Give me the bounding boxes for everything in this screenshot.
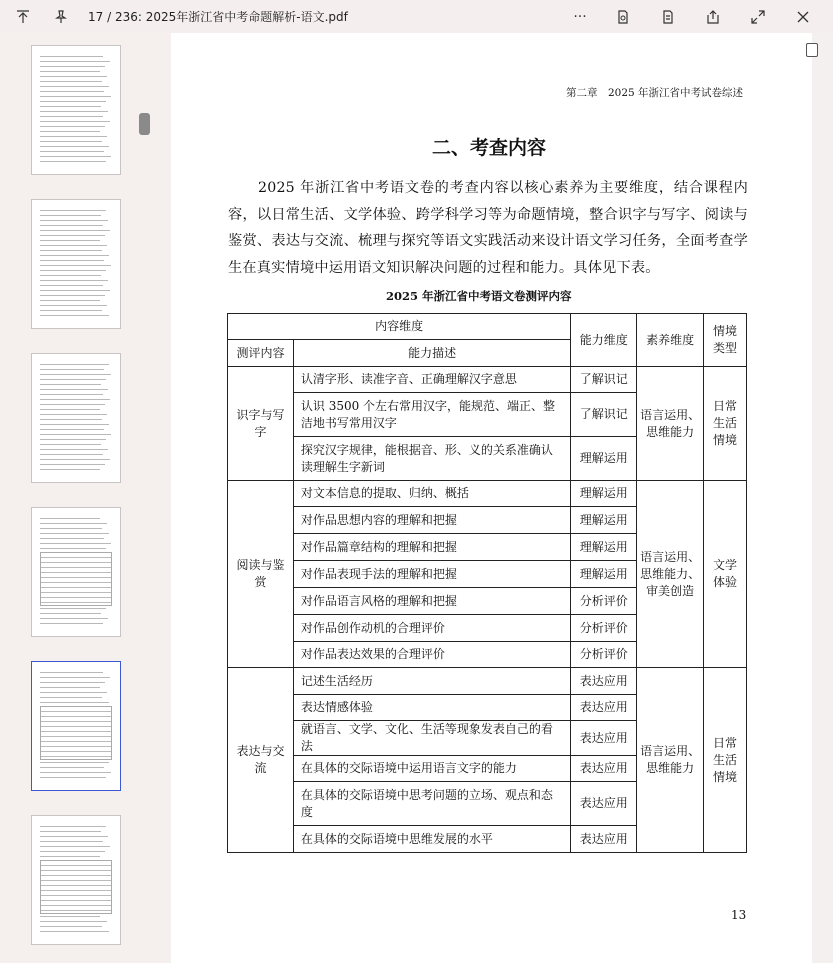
thumbnail-text-line: [40, 369, 104, 370]
literacy-dim-cell: 语言运用、思维能力: [637, 668, 704, 853]
thumbnail-text-line: [40, 280, 108, 281]
header-context-type: 情境类型: [704, 314, 747, 367]
thumbnail-text-line: [40, 682, 105, 683]
thumbnail-text-line: [40, 767, 104, 768]
thumbnail-text-line: [40, 270, 106, 271]
ability-desc-cell: 探究汉字规律，能根据音、形、义的关系准确认读理解生字新词: [293, 437, 570, 481]
body-paragraph: 2025 年浙江省中考语文卷的考查内容以核心素养为主要维度，结合课程内容，以日常生活、文学体验、跨学科学习等为命题情境，整合识字与写字、阅读与鉴赏、表达与交流、梳理与探究等语文实践活动来设计语文学习任务，全面考查学生在真实情境中运用语文知识解决问题的过程和能力。具体见下表。: [228, 180, 748, 276]
thumbnail-text-line: [40, 126, 105, 127]
ability-dim-cell: 分析评价: [571, 615, 637, 642]
thumbnail-text-line: [40, 295, 105, 296]
thumbnail-text-line: [40, 364, 109, 365]
thumbnail-text-line: [40, 116, 103, 117]
thumbnail-text-line: [40, 419, 102, 420]
thumbnail-table: [40, 706, 112, 760]
thumbnail-text-line: [40, 613, 101, 614]
thumbnail-text-line: [40, 86, 109, 87]
thumbnail-text-line: [40, 414, 107, 415]
thumbnail-text-line: [40, 66, 105, 67]
thumbnail-text-line: [40, 394, 103, 395]
toc-icon[interactable]: [645, 0, 690, 33]
ability-desc-cell: 在具体的交际语境中运用语言文字的能力: [293, 756, 570, 782]
thumbnail-text-line: [40, 61, 110, 62]
thumbnail-text-line: [40, 464, 105, 465]
thumbnail-text-line: [40, 151, 104, 152]
thumbnail-text-line: [40, 533, 109, 534]
thumbnail-text-line: [40, 702, 109, 703]
page-thumbnail-current[interactable]: [31, 661, 121, 791]
thumbnail-text-line: [40, 692, 107, 693]
thumbnail-text-line: [40, 618, 108, 619]
thumbnail-text-line: [40, 841, 103, 842]
ability-desc-cell: 对作品表现手法的理解和把握: [293, 561, 570, 588]
ability-dim-cell: 表达应用: [571, 782, 637, 826]
thumbnail-text-line: [40, 677, 110, 678]
thumbnail-text-line: [40, 111, 108, 112]
running-head: 第二章 2025 年浙江省中考试卷综述: [566, 87, 744, 99]
thumbnail-text-line: [40, 543, 111, 544]
thumbnail-text-line: [40, 389, 108, 390]
thumbnail-text-line: [40, 404, 105, 405]
header-literacy-dim: 素养维度: [637, 314, 704, 367]
thumbnail-text-line: [40, 439, 106, 440]
ability-dim-cell: 分析评价: [571, 588, 637, 615]
thumbnail-text-line: [40, 215, 101, 216]
ability-desc-cell: 对作品思想内容的理解和把握: [293, 507, 570, 534]
thumbnail-text-line: [40, 230, 110, 231]
ability-desc-cell: 在具体的交际语境中思考问题的立场、观点和态度: [293, 782, 570, 826]
thumbnail-text-line: [40, 290, 110, 291]
thumbnail-text-line: [40, 91, 104, 92]
thumbnail-text-line: [40, 836, 108, 837]
thumbnail-text-line: [40, 379, 106, 380]
thumbnail-text-line: [40, 926, 102, 927]
page-scrollbar[interactable]: [812, 33, 833, 963]
thumbnail-text-line: [40, 240, 100, 241]
thumbnail-text-line: [40, 81, 102, 82]
thumbnail-text-line: [40, 156, 111, 157]
pin-top-icon[interactable]: [8, 0, 38, 33]
thumbnail-text-line: [40, 141, 102, 142]
thumbnail-text-line: [40, 210, 106, 211]
thumbnail-text-line: [40, 255, 109, 256]
thumbnail-text-line: [40, 131, 100, 132]
ability-desc-cell: 对作品创作动机的合理评价: [293, 615, 570, 642]
ability-dim-cell: 分析评价: [571, 642, 637, 668]
ability-dim-cell: 理解运用: [571, 481, 637, 507]
thumbnail-text-line: [40, 250, 102, 251]
ability-desc-cell: 认清字形、读准字音、正确理解汉字意思: [293, 367, 570, 393]
thumbnail-text-line: [40, 260, 104, 261]
thumbnail-text-line: [40, 56, 103, 57]
header-ability-dim: 能力维度: [571, 314, 637, 367]
assessment-table: [227, 313, 747, 853]
thumbnail-text-line: [40, 76, 107, 77]
thumbnail-table: [40, 552, 112, 606]
page-thumbnail[interactable]: [31, 199, 121, 329]
thumbnail-text-line: [40, 672, 103, 673]
ability-dim-cell: 表达应用: [571, 756, 637, 782]
header-eval-content: 测评内容: [228, 340, 294, 367]
thumbnail-table: [40, 860, 112, 914]
thumbnail-text-line: [40, 826, 106, 827]
thumbnail-text-line: [40, 623, 103, 624]
eval-content-cell: 表达与交流: [228, 668, 294, 853]
literacy-dim-cell: 语言运用、思维能力、审美创造: [637, 481, 704, 668]
ability-dim-cell: 了解识记: [571, 393, 637, 437]
page-number: 13: [731, 908, 747, 922]
thumbnail-text-line: [40, 265, 111, 266]
header-ability-desc: 能力描述: [293, 340, 570, 367]
thumbnail-text-line: [40, 449, 108, 450]
thumbnail-text-line: [40, 101, 106, 102]
thumbnail-text-line: [40, 434, 111, 435]
thumbnail-text-line: [40, 161, 106, 162]
copy-icon[interactable]: [806, 43, 818, 57]
thumbnail-text-line: [40, 146, 109, 147]
thumbnail-text-line: [40, 384, 101, 385]
header-content-dim: 内容维度: [228, 314, 571, 340]
ability-dim-cell: 理解运用: [571, 561, 637, 588]
thumbnail-text-line: [40, 931, 109, 932]
ability-dim-cell: 理解运用: [571, 437, 637, 481]
context-type-cell: 日常生活情境: [704, 367, 747, 481]
thumbnail-text-line: [40, 429, 104, 430]
thumbnail-text-line: [40, 523, 107, 524]
thumbnail-text-line: [40, 528, 102, 529]
thumbnail-text-line: [40, 687, 100, 688]
page-thumbnail[interactable]: [31, 815, 121, 945]
title-bar: [0, 0, 833, 33]
ability-desc-cell: 对作品表达效果的合理评价: [293, 642, 570, 668]
ability-dim-cell: 表达应用: [571, 826, 637, 853]
page-thumbnail[interactable]: [31, 507, 121, 637]
thumbnail-text-line: [40, 374, 111, 375]
ability-desc-cell: 表达情感体验: [293, 695, 570, 721]
expand-icon[interactable]: [735, 0, 780, 33]
read-aloud-icon[interactable]: [600, 0, 645, 33]
thumbnail-text-line: [40, 121, 110, 122]
ability-dim-cell: 了解识记: [571, 367, 637, 393]
section-title: 二、考查内容: [432, 137, 547, 159]
thumbnail-text-line: [40, 71, 100, 72]
thumbnail-text-line: [40, 459, 110, 460]
thumbnail-text-line: [40, 245, 107, 246]
context-type-cell: 文学体验: [704, 481, 747, 668]
thumbnail-text-line: [40, 225, 103, 226]
thumbnail-text-line: [40, 856, 100, 857]
ability-dim-cell: 表达应用: [571, 695, 637, 721]
thumbnail-text-line: [40, 762, 109, 763]
ability-desc-cell: 对作品语言风格的理解和把握: [293, 588, 570, 615]
ability-desc-cell: 记述生活经历: [293, 668, 570, 695]
thumbnail-sidebar: [0, 33, 170, 963]
table-row: [228, 481, 747, 507]
thumbnail-text-line: [40, 136, 107, 137]
page-thumbnail[interactable]: [31, 353, 121, 483]
thumbnail-text-line: [40, 538, 104, 539]
page-thumbnail[interactable]: [31, 45, 121, 175]
thumbnail-text-line: [40, 851, 105, 852]
thumbnail-text-line: [40, 310, 102, 311]
thumbnail-text-line: [40, 409, 100, 410]
ability-dim-cell: 表达应用: [571, 721, 637, 756]
more-icon[interactable]: ···: [573, 8, 587, 25]
thumbnail-text-line: [40, 548, 106, 549]
table-row: [228, 668, 747, 695]
thumbnail-text-line: [40, 399, 110, 400]
thumbnail-text-line: [40, 831, 101, 832]
thumbnail-text-line: [40, 846, 110, 847]
thumbnail-text-line: [40, 454, 103, 455]
ability-dim-cell: 理解运用: [571, 507, 637, 534]
ability-desc-cell: 就语言、文学、文化、生活等现象发表自己的看法: [293, 721, 570, 756]
ability-desc-cell: 对文本信息的提取、归纳、概括: [293, 481, 570, 507]
thumbnail-text-line: [40, 916, 100, 917]
thumbnail-text-line: [40, 235, 105, 236]
sidebar-scrollbar[interactable]: [139, 113, 150, 135]
ability-dim-cell: 表达应用: [571, 668, 637, 695]
table-row: [228, 367, 747, 393]
literacy-dim-cell: 语言运用、思维能力: [637, 367, 704, 481]
thumbnail-text-line: [40, 772, 111, 773]
thumbnail-text-line: [40, 285, 103, 286]
thumbnail-text-line: [40, 608, 106, 609]
thumbnail-text-line: [40, 469, 100, 470]
eval-content-cell: 阅读与鉴赏: [228, 481, 294, 668]
ability-desc-cell: 认识 3500 个左右常用汉字，能规范、端正、整洁地书写常用汉字: [293, 393, 570, 437]
thumbnail-text-line: [40, 220, 108, 221]
ability-desc-cell: 在具体的交际语境中思维发展的水平: [293, 826, 570, 853]
thumbnail-text-line: [40, 777, 106, 778]
thumbnail-text-line: [40, 275, 101, 276]
document-title: 17 / 236: 2025年浙江省中考命题解析-语文.pdf: [88, 10, 348, 24]
thumbnail-text-line: [40, 315, 109, 316]
table-caption: 2025 年浙江省中考语文卷测评内容: [386, 289, 572, 303]
thumbnail-text-line: [40, 697, 102, 698]
context-type-cell: 日常生活情境: [704, 668, 747, 853]
thumbnail-text-line: [40, 424, 109, 425]
eval-content-cell: 识字与写字: [228, 367, 294, 481]
ability-desc-cell: 对作品篇章结构的理解和把握: [293, 534, 570, 561]
share-icon[interactable]: [690, 0, 735, 33]
thumbnail-text-line: [40, 106, 101, 107]
thumbnail-text-line: [40, 305, 107, 306]
ability-dim-cell: 理解运用: [571, 534, 637, 561]
thumbnail-text-line: [40, 96, 111, 97]
thumbnail-text-line: [40, 444, 101, 445]
thumbnail-text-line: [40, 300, 100, 301]
pin-icon[interactable]: [46, 0, 76, 33]
thumbnail-text-line: [40, 921, 107, 922]
thumbnail-text-line: [40, 518, 100, 519]
close-icon[interactable]: [780, 0, 825, 33]
